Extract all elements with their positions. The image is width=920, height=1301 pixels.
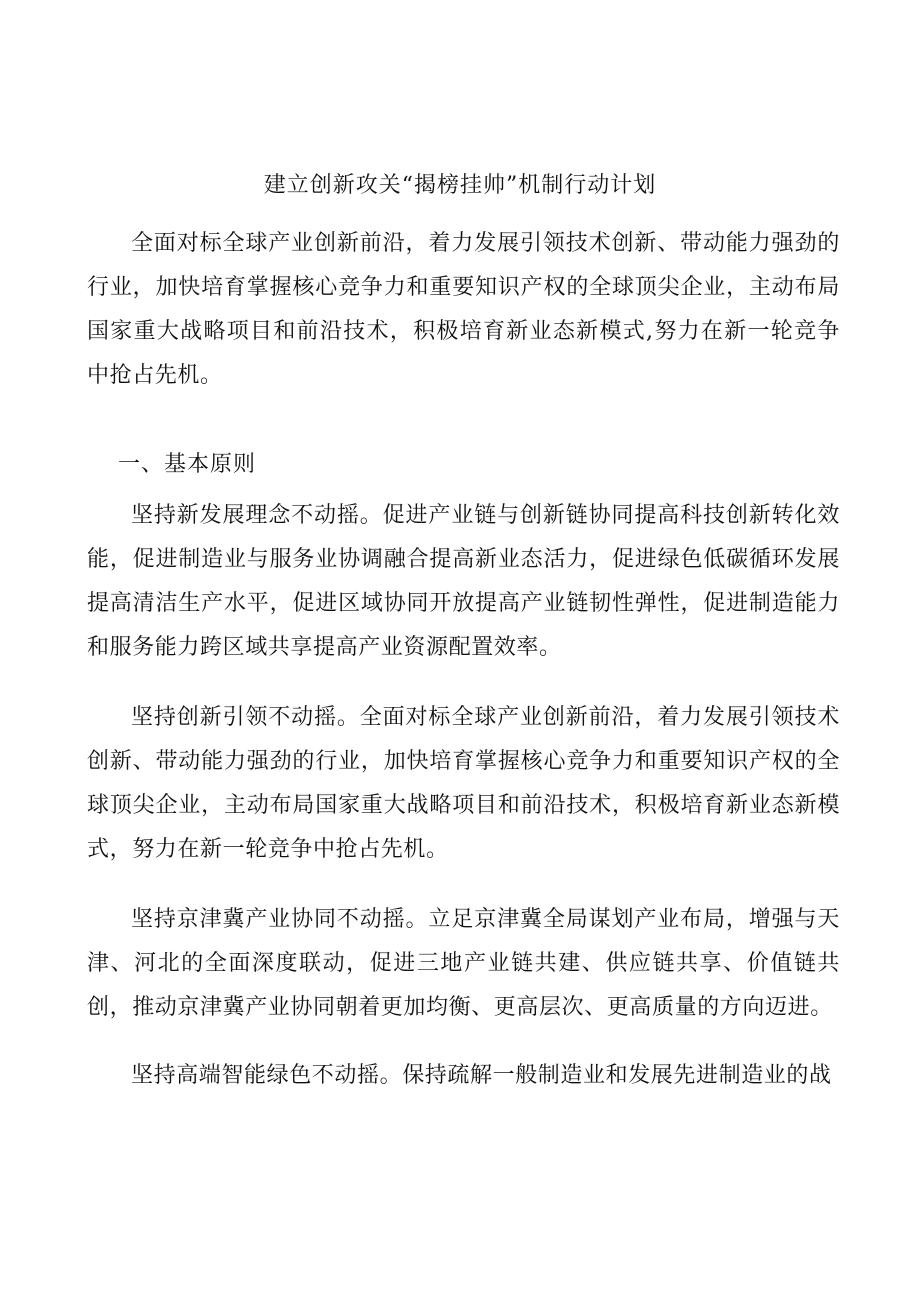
principle-paragraph-2: 坚持创新引领不动摇。全面对标全球产业创新前沿，着力发展引领技术创新、带动能力强劲的行业，加快培育掌握核心竞争力和重要知识产权的全球顶尖企业，主动布局国家重大战略项目和前沿技术，积极培育新业态新模式，努力在新一轮竞争中抢占先机。 <box>87 705 840 862</box>
principle-paragraph-3: 坚持京津冀产业协同不动摇。立足京津冀全局谋划产业布局，增强与天津、河北的全面深度联动，促进三地产业链共建、供应链共享、价值链共创，推动京津冀产业协同朝着更加均衡、更高层次、更高质量的方向迈进。 <box>87 907 840 1020</box>
principle-paragraph-4: 坚持高端智能绿色不动摇。保持疏解一般制造业和发展先进制造业的战 <box>131 1063 832 1088</box>
intro-paragraph: 全面对标全球产业创新前沿，着力发展引领技术创新、带动能力强劲的行业，加快培育掌握核心竞争力和重要知识产权的全球顶尖企业，主动布局国家重大战略项目和前沿技术，积极培育新业态新模式,努力在新一轮竞争中抢占先机。 <box>87 231 840 388</box>
principle-paragraph-1: 坚持新发展理念不动摇。促进产业链与创新链协同提高科技创新转化效能，促进制造业与服务业协调融合提高新业态活力，促进绿色低碳循环发展提高清洁生产水平，促进区域协同开放提高产业链韧性弹性，促进制造能力和服务能力跨区域共享提高产业资源配置效率。 <box>87 503 840 660</box>
section-heading: 一、基本原则 <box>118 452 257 477</box>
document-title: 建立创新攻关“揭榜挂帅”机制行动计划 <box>263 173 657 198</box>
